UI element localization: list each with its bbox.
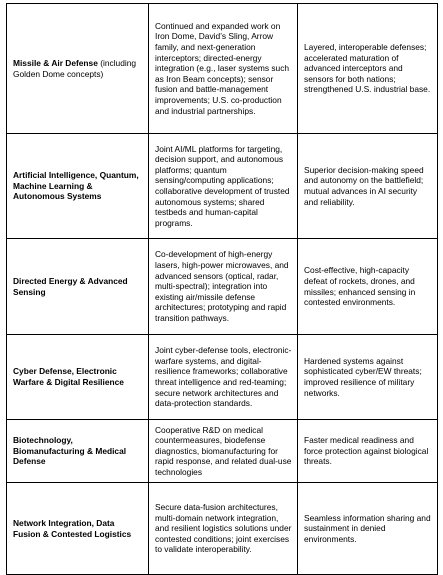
activities-cell: Co-development of high-energy lasers, high-power microwaves, and advanced sensors (optical, radar, multi-spectral); integration into existing air/missile defense architectures; prototyping and rapid transition pathways. [149, 239, 298, 335]
focus-area-cell [7, 239, 149, 335]
table-row [7, 4, 438, 134]
focus-area-title: Cyber Defense, Electronic Warfare & Digital Resilience [13, 366, 124, 387]
outcomes-cell: Layered, interoperable defenses; accelerated maturation of advanced interceptors and sensors for both nations; strengthened U.S. industrial base. [298, 4, 438, 134]
activities-cell: Secure data-fusion architectures, multi-domain network integration, and resilient logistics solutions under contested conditions; joint exercises to validate interoperability. [149, 483, 298, 575]
activities-cell: Cooperative R&D on medical countermeasures, biodefense diagnostics, biomanufacturing for rapid response, and related dual-use technologies [149, 420, 298, 483]
table-row [7, 239, 438, 335]
focus-area-title: Directed Energy & Advanced Sensing [13, 275, 128, 297]
focus-area-title: Missile & Air Defense [13, 57, 98, 68]
focus-area-title: Network Integration, Data Fusion & Contested Logistics [13, 517, 132, 539]
table-row [7, 420, 438, 483]
outcomes-cell: Superior decision-making speed and autonomy on the battlefield; mutual advances in AI security and reliability. [298, 134, 438, 239]
cooperation-table [6, 3, 438, 575]
activities-cell: Continued and expanded work on Iron Dome, David’s Sling, Arrow family, and next-generation interceptors; directed-energy integration (e.g., laser systems such as Iron Beam concepts); sensor fusion and battle-management improvements; U.S. co-production and industrial partnerships. [149, 4, 298, 134]
outcomes-cell: Hardened systems against sophisticated cyber/EW threats; improved resilience of military networks. [298, 335, 438, 420]
focus-area-title: Biotechnology, Biomanufacturing & Medical Defense [13, 435, 127, 467]
focus-area-title: Artificial Intelligence, Quantum, Machine Learning & Autonomous Systems [13, 170, 139, 202]
focus-area-cell [7, 335, 149, 420]
focus-area-note: (including Golden Dome concepts) [13, 57, 137, 79]
activities-cell: Joint AI/ML platforms for targeting, decision support, and autonomous platforms; quantum sensing/computing applications; collaborative development of trusted autonomous systems; shared testbeds and human-capital programs. [149, 134, 298, 239]
outcomes-cell: Cost-effective, high-capacity defeat of rockets, drones, and missiles; enhanced sensing in contested environments. [298, 239, 438, 335]
focus-area-cell [7, 420, 149, 483]
focus-area-cell [7, 4, 149, 134]
focus-area-cell [7, 134, 149, 239]
table-row [7, 134, 438, 239]
focus-area-cell [7, 483, 149, 575]
outcomes-cell: Faster medical readiness and force protection against biological threats. [298, 420, 438, 483]
table-row [7, 483, 438, 575]
activities-cell: Joint cyber-defense tools, electronic-warfare systems, and digital-resilience frameworks; collaborative threat intelligence and red-teaming; secure network architectures and data-protection standards. [149, 335, 298, 420]
outcomes-cell: Seamless information sharing and sustainment in denied environments. [298, 483, 438, 575]
table-row [7, 335, 438, 420]
